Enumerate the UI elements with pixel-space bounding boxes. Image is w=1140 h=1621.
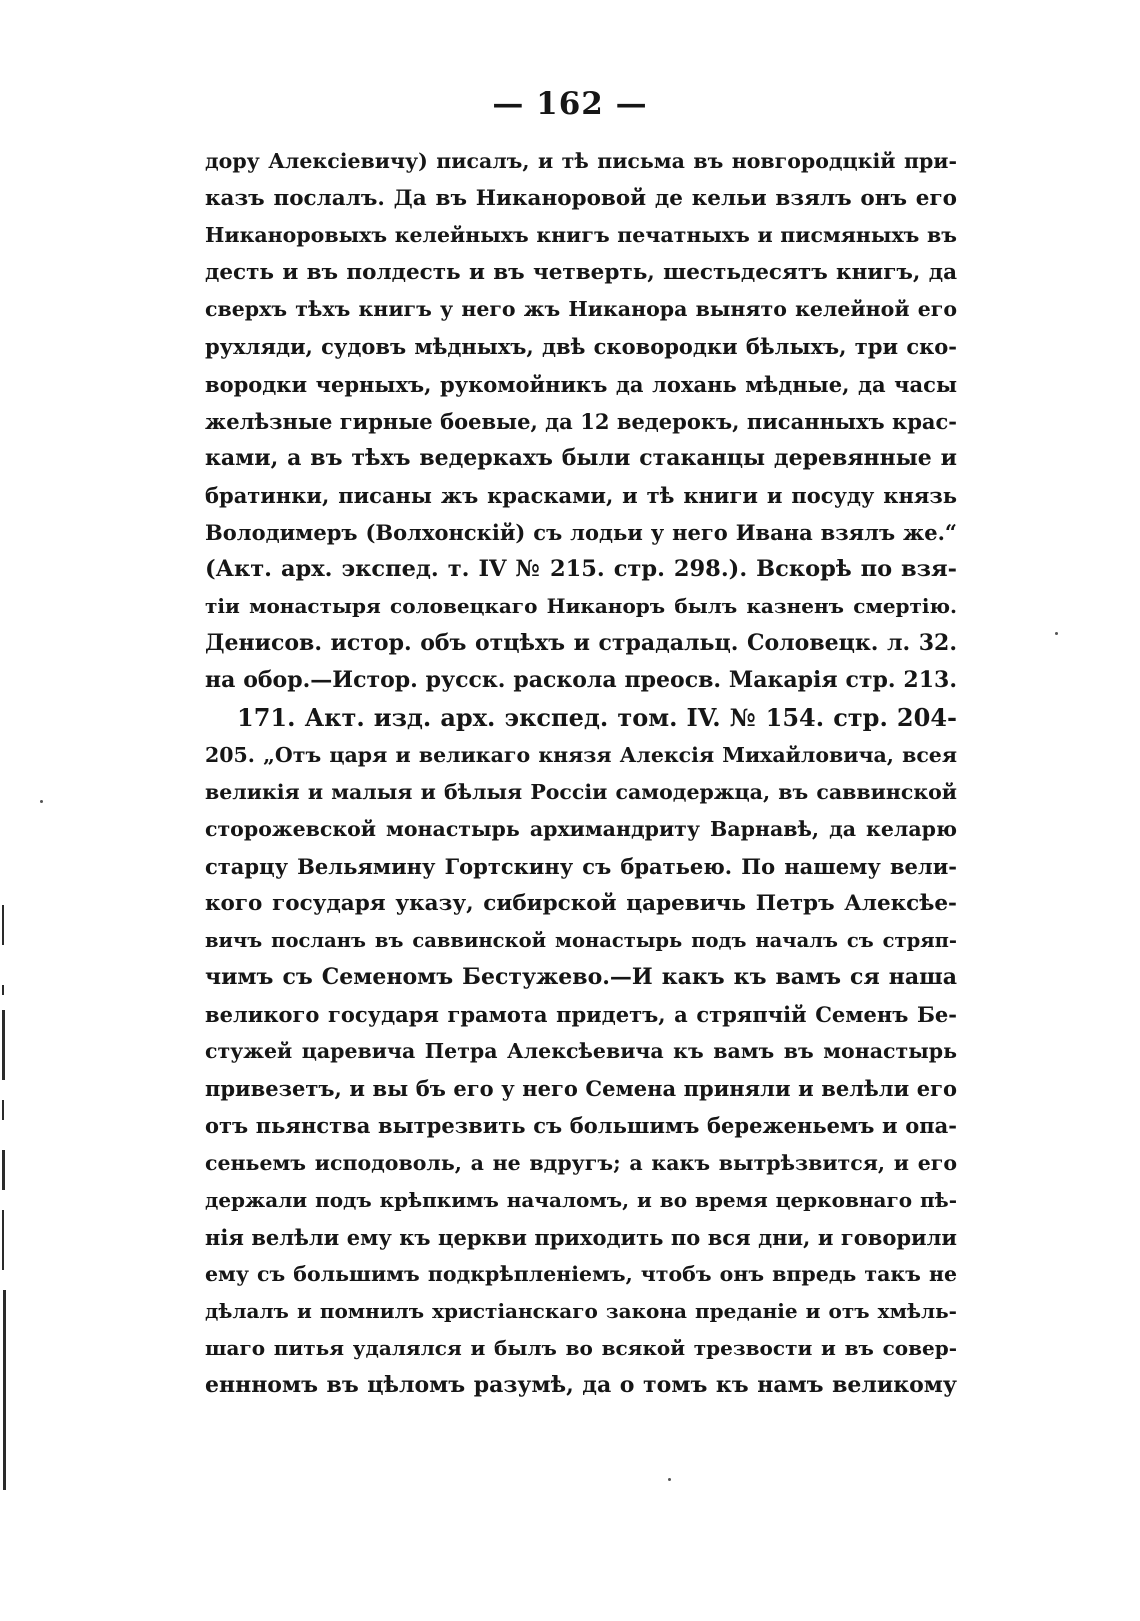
scan-artifact-mark [2,905,4,945]
text-line: вородки черныхъ, рукомойникъ да лохань мѣдные, да часы [205,371,957,397]
text-line: 205. „Отъ царя и великаго князя Алексія Михайловича, всея [205,742,957,767]
scan-artifact-mark [2,1100,4,1120]
text-line: на обор.—Истор. русск. раскола преосв. Макарія стр. 213. [205,667,957,694]
text-line: десть и въ полдесть и въ четверть, шестьдесятъ книгъ, да [205,260,957,286]
text-line: сверхъ тѣхъ книгъ у него жъ Никанора вынято келейной его [205,297,957,322]
text-line: дѣлалъ и помнилъ христіанскаго закона преданіе и отъ хмѣль- [205,1298,957,1323]
body-text [205,143,957,1404]
footnote-start-line: 171. Акт. изд. арх. экспед. том. IV. № 154. стр. 204- [237,703,957,733]
text-line: отъ пьянства вытрезвить съ большимъ береженьемъ и опа- [205,1113,957,1139]
scan-dust-dot [40,800,43,803]
text-line: сеньемъ исподоволь, а не вдругъ; а какъ вытрѣзвится, и его [205,1150,957,1175]
text-line: Денисов. истор. объ отцѣхъ и страдальц. Соловецк. л. 32. [205,630,957,657]
scan-artifact-mark [2,1150,5,1190]
text-line: рухляди, судовъ мѣдныхъ, двѣ сковородки бѣлыхъ, три ско- [205,334,957,360]
text-line: еннномъ въ цѣломъ разумѣ, да о томъ къ намъ великому [205,1372,957,1399]
text-line: (Акт. арх. экспед. т. IV № 215. стр. 298.). Вскорѣ по взя- [205,556,957,583]
text-line: нія велѣли ему къ церкви приходить по вся дни, и говорили [205,1224,957,1250]
text-line: сторожевской монастырь архимандриту Варнавѣ, да келарю [205,816,957,841]
text-line: привезетъ, и вы бъ его у него Семена приняли и велѣли его [205,1076,957,1102]
text-line: держали подъ крѣпкимъ началомъ, и во время церковнаго пѣ- [205,1187,957,1212]
text-line: желѣзные гирные боевые, да 12 ведерокъ, писанныхъ крас- [205,408,957,434]
text-line: тіи монастыря соловецкаго Никаноръ былъ казненъ смертію. [205,594,957,619]
text-line: шаго питья удалялся и былъ во всякой трезвости и въ совер- [205,1336,957,1360]
scan-artifact-mark [2,1210,4,1270]
text-line: Никаноровыхъ келейныхъ книгъ печатныхъ и писмяныхъ въ [205,223,957,248]
text-line: братинки, писаны жъ красками, и тѣ книги и посуду князь [205,482,957,508]
scan-artifact-mark [2,1010,5,1080]
text-line: казъ послалъ. Да въ Никаноровой де кельи взялъ онъ его [205,186,957,212]
text-line: дору Алексіевичу) писалъ, и тѣ письма въ новгородцкій при- [205,149,957,173]
scan-artifact-mark [2,985,4,995]
scan-artifact-mark [3,1290,6,1490]
text-line: кого государя указу, сибирской царевичь Петръ Алексѣе- [205,890,957,916]
text-line: ками, а въ тѣхъ ведеркахъ были стаканцы деревянные и [205,444,957,471]
page-number: — 162 — [492,86,648,122]
scan-dust-dot [668,1478,671,1481]
text-line: ему съ большимъ подкрѣпленіемъ, чтобъ онъ впредь такъ не [205,1261,957,1286]
text-line: великія и малыя и бѣлыя Россіи самодержца, въ саввинской [205,779,957,804]
text-line: вичъ посланъ въ саввинской монастырь подъ началъ съ стряп- [205,928,957,952]
scan-dust-dot [1055,632,1058,635]
text-line: старцу Вельямину Гортскину съ братьею. По нашему вели- [205,853,957,879]
text-line: великого государя грамота придетъ, а стряпчій Семенъ Бе- [205,1002,957,1028]
text-line: чимъ съ Семеномъ Бестужево.—И какъ къ вамъ ся наша [205,964,957,991]
text-line: стужей царевича Петра Алексѣевича къ вамъ въ монастырь [205,1039,957,1064]
text-line: Володимеръ (Волхонскій) съ лодьи у него Ивана взялъ же.“ [205,519,957,545]
